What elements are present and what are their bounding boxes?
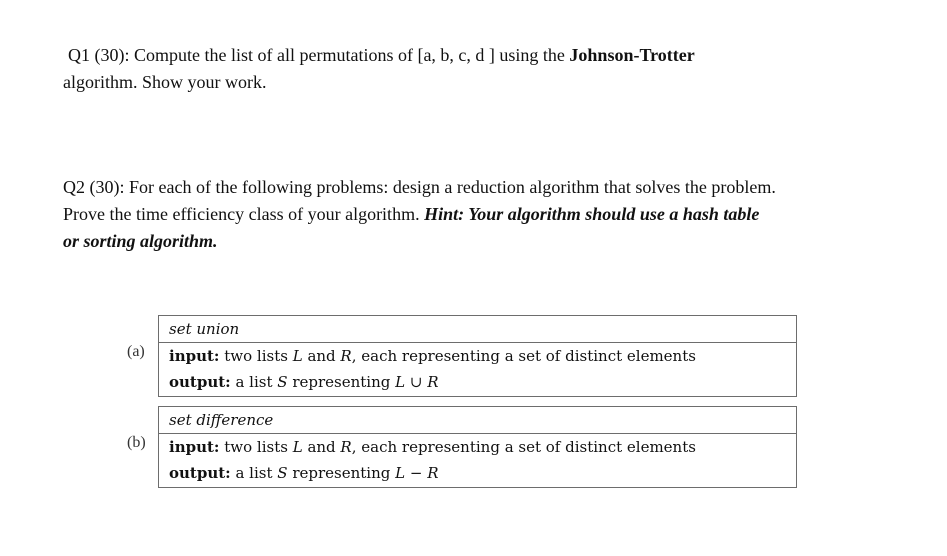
output-text: representing [287, 464, 396, 482]
problem-input [159, 343, 796, 369]
question-2-line-1: Q2 (30): For each of the following problems: design a reduction algorithm that solves the problem. [63, 177, 776, 197]
var-l: L [292, 347, 303, 365]
problem-label: (a) [127, 343, 145, 360]
output-text: a list [230, 464, 278, 482]
var-s: S [277, 464, 288, 482]
problem-output [159, 369, 796, 395]
input-key: input: [169, 347, 220, 365]
input-text: two lists [219, 347, 293, 365]
problem-a [118, 315, 798, 397]
output-key: output: [169, 373, 231, 391]
output-text: a list [230, 373, 278, 391]
question-1-line-2: algorithm. Show your work. [63, 72, 267, 92]
problem-box [158, 315, 797, 397]
question-2-text: Prove the time efficiency class of your algorithm. [63, 204, 425, 224]
algorithm-name: Johnson-Trotter [569, 45, 695, 65]
problem-title: set difference [159, 407, 796, 434]
var-l: L [292, 438, 303, 456]
input-text: and [302, 347, 341, 365]
var-s: S [277, 373, 288, 391]
problem-label: (b) [127, 434, 146, 451]
input-text: , each representing a set of distinct elements [351, 438, 696, 456]
output-expression: L − R [395, 464, 439, 482]
question-2-line-2 [63, 201, 923, 228]
question-1 [63, 42, 923, 96]
problem-output [159, 460, 796, 486]
question-2 [63, 174, 923, 255]
hint-text: Hint: Your algorithm should use a hash table [424, 204, 760, 224]
input-text: , each representing a set of distinct elements [351, 347, 696, 365]
output-text: representing [287, 373, 396, 391]
output-expression: L ∪ R [395, 373, 439, 391]
question-1-text: Q1 (30): Compute the list of all permutations of [a, b, c, d ] using the [68, 45, 570, 65]
output-key: output: [169, 464, 231, 482]
input-text: two lists [219, 438, 293, 456]
hint-text-continued: or sorting algorithm. [63, 231, 218, 251]
var-r: R [340, 438, 352, 456]
problem-b [118, 406, 798, 488]
var-r: R [340, 347, 352, 365]
question-1-line-1 [63, 42, 923, 69]
input-text: and [302, 438, 341, 456]
problem-box [158, 406, 797, 488]
problem-title: set union [159, 316, 796, 343]
problem-input [159, 434, 796, 460]
input-key: input: [169, 438, 220, 456]
